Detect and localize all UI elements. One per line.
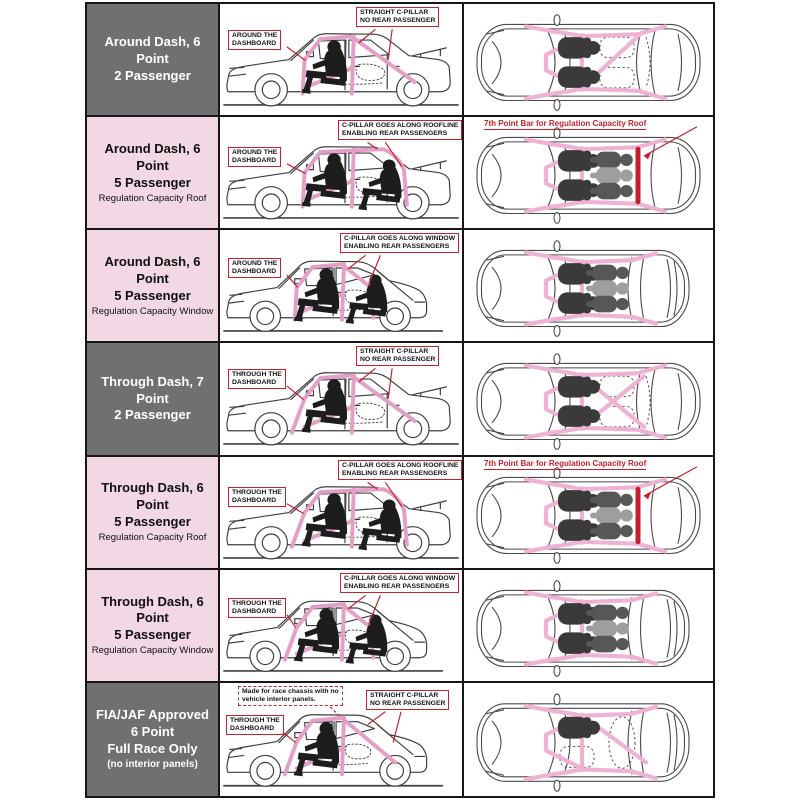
annotation-text: DASHBOARD	[232, 157, 277, 165]
table-row-through-dash-2pass	[87, 343, 713, 456]
annotation-text: THROUGH THE	[232, 371, 282, 379]
annotation-text: C-PILLAR GOES ALONG WINDOW	[344, 574, 456, 582]
top-view-cell	[464, 457, 713, 568]
row-label	[87, 4, 220, 115]
annotation-text: STRAIGHT C-PILLAR	[360, 348, 429, 356]
side-view-cell	[220, 570, 464, 681]
label-note: Regulation Capacity Window	[91, 645, 214, 657]
hatchback-top-illustration	[464, 570, 713, 681]
label-line: Through Dash, 6 Point	[101, 480, 204, 513]
label-line: 2 Passenger	[114, 68, 191, 84]
annotation-through-dashboard	[228, 598, 286, 618]
annotation-text: NO REAR PASSENGER	[360, 356, 436, 364]
annotation-straight-c-pillar	[356, 346, 439, 366]
label-note: Regulation Capacity Window	[91, 305, 214, 317]
annotation-text: C-PILLAR GOES ALONG ROOFLINE	[342, 461, 459, 469]
hatchback-top-illustration	[464, 683, 713, 796]
annotation-text: STRAIGHT C-PILLAR	[360, 9, 429, 16]
annotation-c-pillar-roofline	[338, 120, 462, 140]
label-line: 5 Passenger	[114, 174, 191, 190]
annotation-text: C-PILLAR GOES ALONG WINDOW	[344, 235, 456, 243]
label-line: 5 Passenger	[114, 287, 191, 303]
label-line: Through Dash, 6 Point	[101, 593, 204, 626]
annotation-around-dashboard	[228, 258, 281, 278]
annotation-text: THROUGH THE	[232, 488, 282, 496]
annotation-text: AROUND THE	[232, 149, 278, 157]
annotation-c-pillar-window	[340, 573, 459, 593]
annotation-text: DASHBOARD	[230, 724, 275, 732]
annotation-straight-c-pillar	[366, 690, 449, 710]
annotation-through-dashboard	[228, 369, 286, 389]
annotation-c-pillar-roofline	[338, 460, 462, 480]
annotation-text: STRAIGHT C-PILLAR	[370, 691, 439, 699]
side-view-cell	[220, 457, 464, 568]
side-view-cell	[220, 4, 464, 115]
row-label	[87, 117, 220, 228]
label-line: 5 Passenger	[114, 514, 191, 530]
label-line: Full Race Only	[107, 741, 198, 757]
table-row-through-dash-5pass-roof	[87, 457, 713, 570]
annotation-text: Made for race chassis with no	[242, 687, 339, 695]
table-row-through-dash-5pass-window	[87, 570, 713, 683]
annotation-straight-c-pillar	[356, 7, 439, 27]
annotation-7th-point-bar: 7th Point Bar for Regulation Capacity Roof	[484, 458, 647, 468]
label-line: Around Dash, 6 Point	[104, 34, 201, 67]
annotation-text: ENABLING REAR PASSENGERS	[344, 582, 450, 590]
annotation-text: AROUND THE	[232, 32, 278, 39]
side-view-cell	[220, 683, 464, 796]
top-view-cell	[464, 230, 713, 341]
annotation-around-dashboard	[228, 147, 281, 167]
top-view-cell	[464, 4, 713, 115]
label-note: Regulation Capacity Roof	[98, 192, 207, 204]
side-view-cell	[220, 230, 464, 341]
annotation-text: DASHBOARD	[232, 607, 277, 615]
label-line: 6 Point	[130, 724, 175, 740]
label-line: 5 Passenger	[114, 627, 191, 643]
annotation-text: NO REAR PASSENGER	[370, 699, 446, 707]
row-label	[87, 683, 220, 796]
sedan-top-illustration	[464, 343, 713, 454]
label-line: 2 Passenger	[114, 407, 191, 423]
annotation-text: DASHBOARD	[232, 496, 277, 504]
annotation-text: ENABLING REAR PASSENGERS	[344, 243, 450, 251]
annotation-race-chassis-note	[238, 686, 343, 706]
label-line: Around Dash, 6 Point	[104, 140, 201, 173]
annotation-text: DASHBOARD	[232, 268, 277, 276]
top-view-cell	[464, 343, 713, 454]
table-row-around-dash-5pass-roof	[87, 117, 713, 230]
spec-table	[85, 2, 715, 798]
table-row-around-dash-5pass-window	[87, 230, 713, 343]
sedan-top-illustration	[464, 117, 713, 228]
annotation-text: NO REAR PASSENGER	[360, 17, 436, 25]
annotation-c-pillar-window	[340, 233, 459, 253]
label-line: Around Dash, 6 Point	[104, 254, 201, 286]
top-view-cell	[464, 683, 713, 796]
annotation-text: DASHBOARD	[232, 40, 277, 48]
table-row-fia-jaf-full-race	[87, 683, 713, 796]
side-view-cell	[220, 343, 464, 454]
annotation-text: THROUGH THE	[232, 599, 282, 607]
annotation-text: THROUGH THE	[230, 716, 280, 724]
annotation-through-dashboard	[226, 715, 284, 735]
side-view-cell	[220, 117, 464, 228]
row-label	[87, 570, 220, 681]
hatchback-top-illustration	[464, 230, 713, 341]
annotation-text: ENABLING REAR PASSENGERS	[342, 469, 448, 477]
row-label	[87, 457, 220, 568]
label-line: Through Dash, 7 Point	[101, 373, 204, 406]
annotation-text: ENABLING REAR PASSENGERS	[342, 130, 448, 138]
row-label	[87, 230, 220, 341]
annotation-around-dashboard	[228, 30, 281, 50]
annotation-through-dashboard	[228, 487, 286, 507]
table-row-around-dash-2pass	[87, 4, 713, 117]
annotation-7th-point-bar: 7th Point Bar for Regulation Capacity Roof	[484, 119, 647, 129]
row-label	[87, 343, 220, 454]
label-line: FIA/JAF Approved	[96, 707, 209, 723]
top-view-cell	[464, 570, 713, 681]
sedan-top-illustration	[464, 4, 713, 115]
annotation-text: DASHBOARD	[232, 379, 277, 387]
label-note: Regulation Capacity Roof	[98, 532, 207, 544]
annotation-text: vehicle interior panels.	[242, 695, 316, 703]
sedan-top-illustration	[464, 457, 713, 568]
label-note: (no interior panels)	[107, 759, 198, 770]
annotation-text: AROUND THE	[232, 260, 278, 268]
annotation-text: C-PILLAR GOES ALONG ROOFLINE	[342, 122, 459, 130]
top-view-cell	[464, 117, 713, 228]
